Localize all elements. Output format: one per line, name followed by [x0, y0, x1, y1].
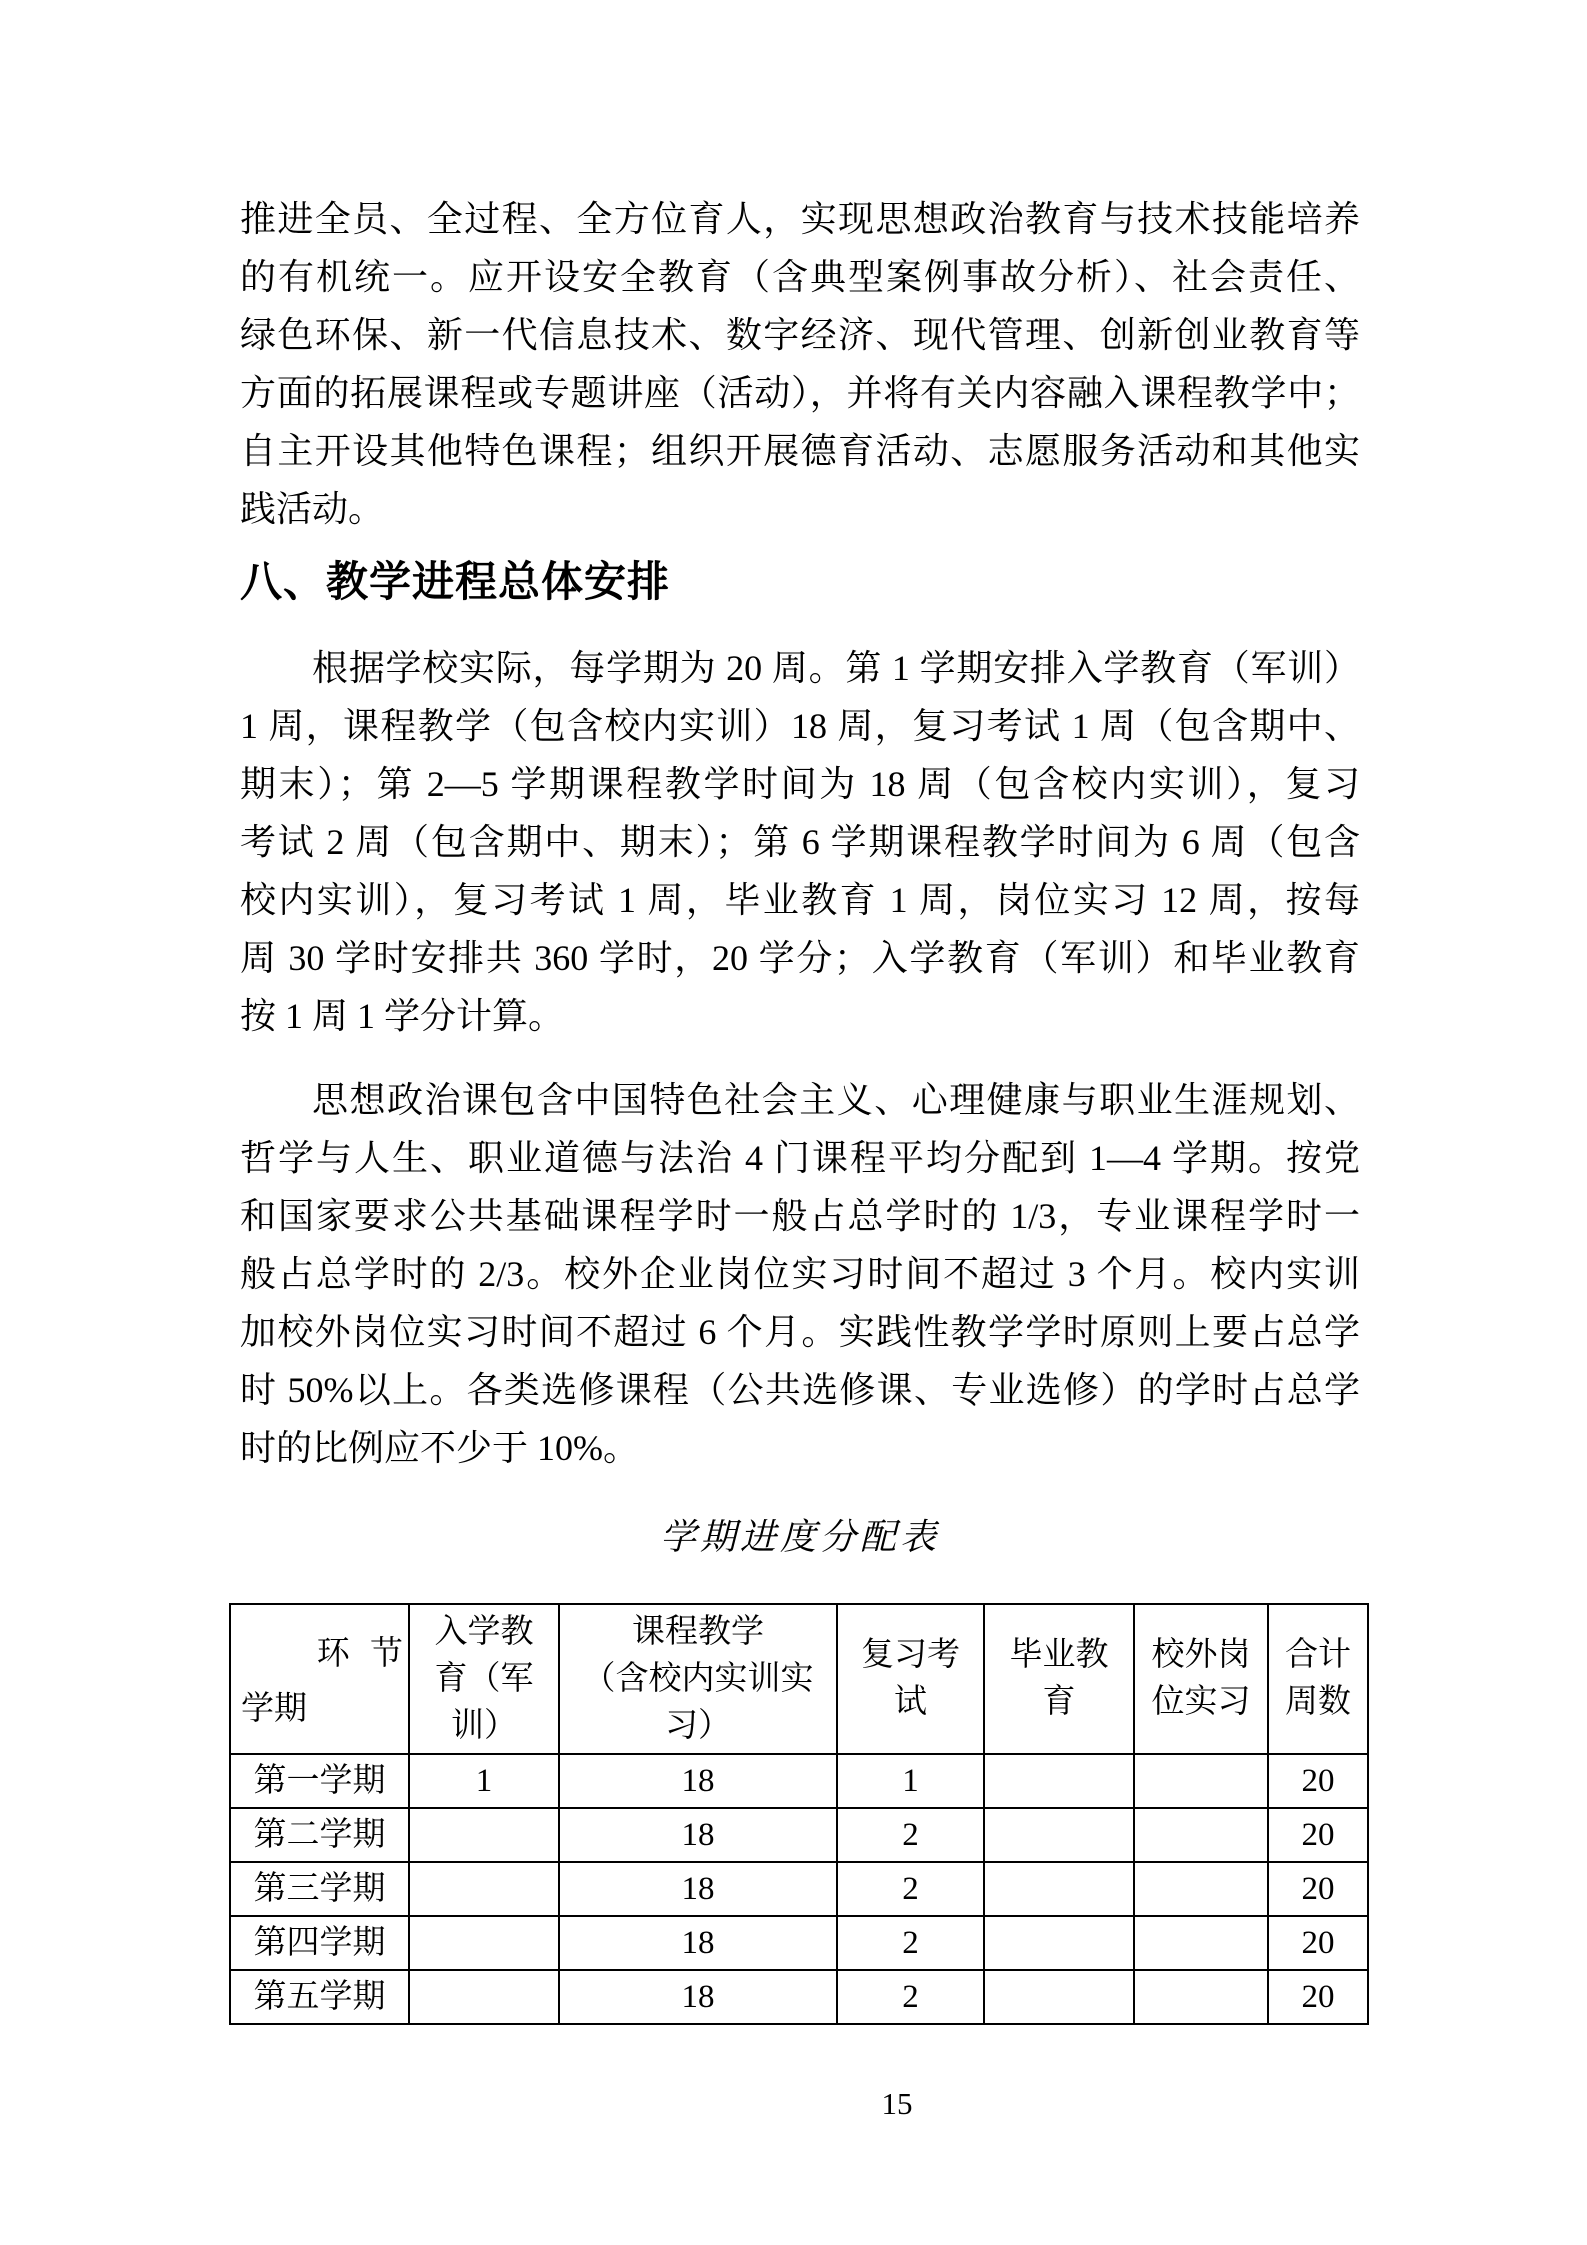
table-cell: 18	[559, 1754, 837, 1808]
table-cell	[1134, 1754, 1268, 1808]
text-line: 和国家要求公共基础课程学时一般占总学时的 1/3，专业课程学时一	[240, 1196, 1360, 1236]
page-content	[240, 190, 1360, 2025]
text-line: 般占总学时的 2/3。校外企业岗位实习时间不超过 3 个月。校内实训	[240, 1254, 1360, 1294]
table-cell: 2	[837, 1916, 984, 1970]
table-cell: 18	[559, 1808, 837, 1862]
table-cell	[1134, 1808, 1268, 1862]
corner-header-cell	[230, 1604, 409, 1754]
table-cell: 20	[1268, 1754, 1368, 1808]
table-row	[230, 1916, 1368, 1970]
col-header-review-exam: 复习考 试	[837, 1604, 984, 1754]
body-paragraph-2	[240, 639, 1360, 1045]
table-cell: 1	[837, 1754, 984, 1808]
table-cell	[1134, 1970, 1268, 2024]
table-cell: 1	[409, 1754, 559, 1808]
table-cell: 20	[1268, 1970, 1368, 2024]
table-cell	[409, 1970, 559, 2024]
table-cell	[984, 1862, 1134, 1916]
table-cell	[1134, 1862, 1268, 1916]
corner-label-semester: 学期	[241, 1691, 307, 1727]
col-header-offcampus-internship: 校外岗 位实习	[1134, 1604, 1268, 1754]
row-label: 第三学期	[230, 1862, 409, 1916]
table-cell	[409, 1862, 559, 1916]
table-row	[230, 1970, 1368, 2024]
row-label: 第二学期	[230, 1808, 409, 1862]
text-line: 的有机统一。应开设安全教育（含典型案例事故分析）、社会责任、	[240, 257, 1360, 297]
table-cell	[984, 1754, 1134, 1808]
table-cell	[984, 1970, 1134, 2024]
col-header-course-teaching: 课程教学 （含校内实训实 习）	[559, 1604, 837, 1754]
corner-label-phase: 环 节	[316, 1636, 403, 1672]
body-paragraph-1	[240, 190, 1360, 538]
table-title: 学期进度分配表	[659, 1517, 940, 1557]
table-wrapper	[229, 1603, 1360, 2025]
text-line: 方面的拓展课程或专题讲座（活动），并将有关内容融入课程教学中；	[240, 373, 1360, 413]
page-number: 15	[881, 2086, 913, 2121]
table-cell	[409, 1808, 559, 1862]
table-cell: 2	[837, 1862, 984, 1916]
text-line: 期末）；第 2—5 学期课程教学时间为 18 周（包含校内实训），复习	[240, 764, 1360, 804]
table-cell: 20	[1268, 1916, 1368, 1970]
table-row	[230, 1808, 1368, 1862]
table-cell: 18	[559, 1916, 837, 1970]
text-line: 考试 2 周（包含期中、期末）；第 6 学期课程教学时间为 6 周（包含	[240, 822, 1360, 862]
header-row	[230, 1604, 1368, 1754]
col-header-total-weeks: 合计 周数	[1268, 1604, 1368, 1754]
text-line: 加校外岗位实习时间不超过 6 个月。实践性教学学时原则上要占总学	[240, 1312, 1360, 1352]
table-cell: 2	[837, 1970, 984, 2024]
row-label: 第四学期	[230, 1916, 409, 1970]
text-line: 1 周，课程教学（包含校内实训）18 周，复习考试 1 周（包含期中、	[240, 706, 1360, 746]
text-line: 践活动。	[240, 489, 385, 529]
text-line: 思想政治课包含中国特色社会主义、心理健康与职业生涯规划、	[312, 1080, 1360, 1120]
col-header-entrance-education: 入学教 育（军 训）	[409, 1604, 559, 1754]
table-cell: 18	[559, 1970, 837, 2024]
text-line: 周 30 学时安排共 360 学时，20 学分；入学教育（军训）和毕业教育	[240, 938, 1360, 978]
semester-schedule-table	[229, 1603, 1369, 2025]
text-line: 根据学校实际，每学期为 20 周。第 1 学期安排入学教育（军训）	[312, 648, 1360, 688]
table-cell: 20	[1268, 1808, 1368, 1862]
text-line: 绿色环保、新一代信息技术、数字经济、现代管理、创新创业教育等	[240, 315, 1360, 355]
table-cell	[984, 1916, 1134, 1970]
section-heading: 八、教学进程总体安排	[240, 558, 671, 605]
text-line: 哲学与人生、职业道德与法治 4 门课程平均分配到 1—4 学期。按党	[240, 1138, 1360, 1178]
table-cell	[1134, 1916, 1268, 1970]
body-paragraph-3	[240, 1071, 1360, 1477]
table-cell: 2	[837, 1808, 984, 1862]
col-header-graduation-education: 毕业教 育	[984, 1604, 1134, 1754]
text-line: 推进全员、全过程、全方位育人，实现思想政治教育与技术技能培养	[240, 199, 1360, 239]
text-line: 校内实训），复习考试 1 周，毕业教育 1 周，岗位实习 12 周，按每	[240, 880, 1360, 920]
text-line: 时 50%以上。各类选修课程（公共选修课、专业选修）的学时占总学	[240, 1370, 1360, 1410]
table-cell: 18	[559, 1862, 837, 1916]
row-label: 第一学期	[230, 1754, 409, 1808]
text-line: 按 1 周 1 学分计算。	[240, 996, 565, 1036]
table-cell	[409, 1916, 559, 1970]
text-line: 自主开设其他特色课程；组织开展德育活动、志愿服务活动和其他实	[240, 431, 1360, 471]
table-cell: 20	[1268, 1862, 1368, 1916]
row-label: 第五学期	[230, 1970, 409, 2024]
table-row	[230, 1862, 1368, 1916]
table-row	[230, 1754, 1368, 1808]
table-cell	[984, 1808, 1134, 1862]
text-line: 时的比例应不少于 10%。	[240, 1428, 639, 1468]
